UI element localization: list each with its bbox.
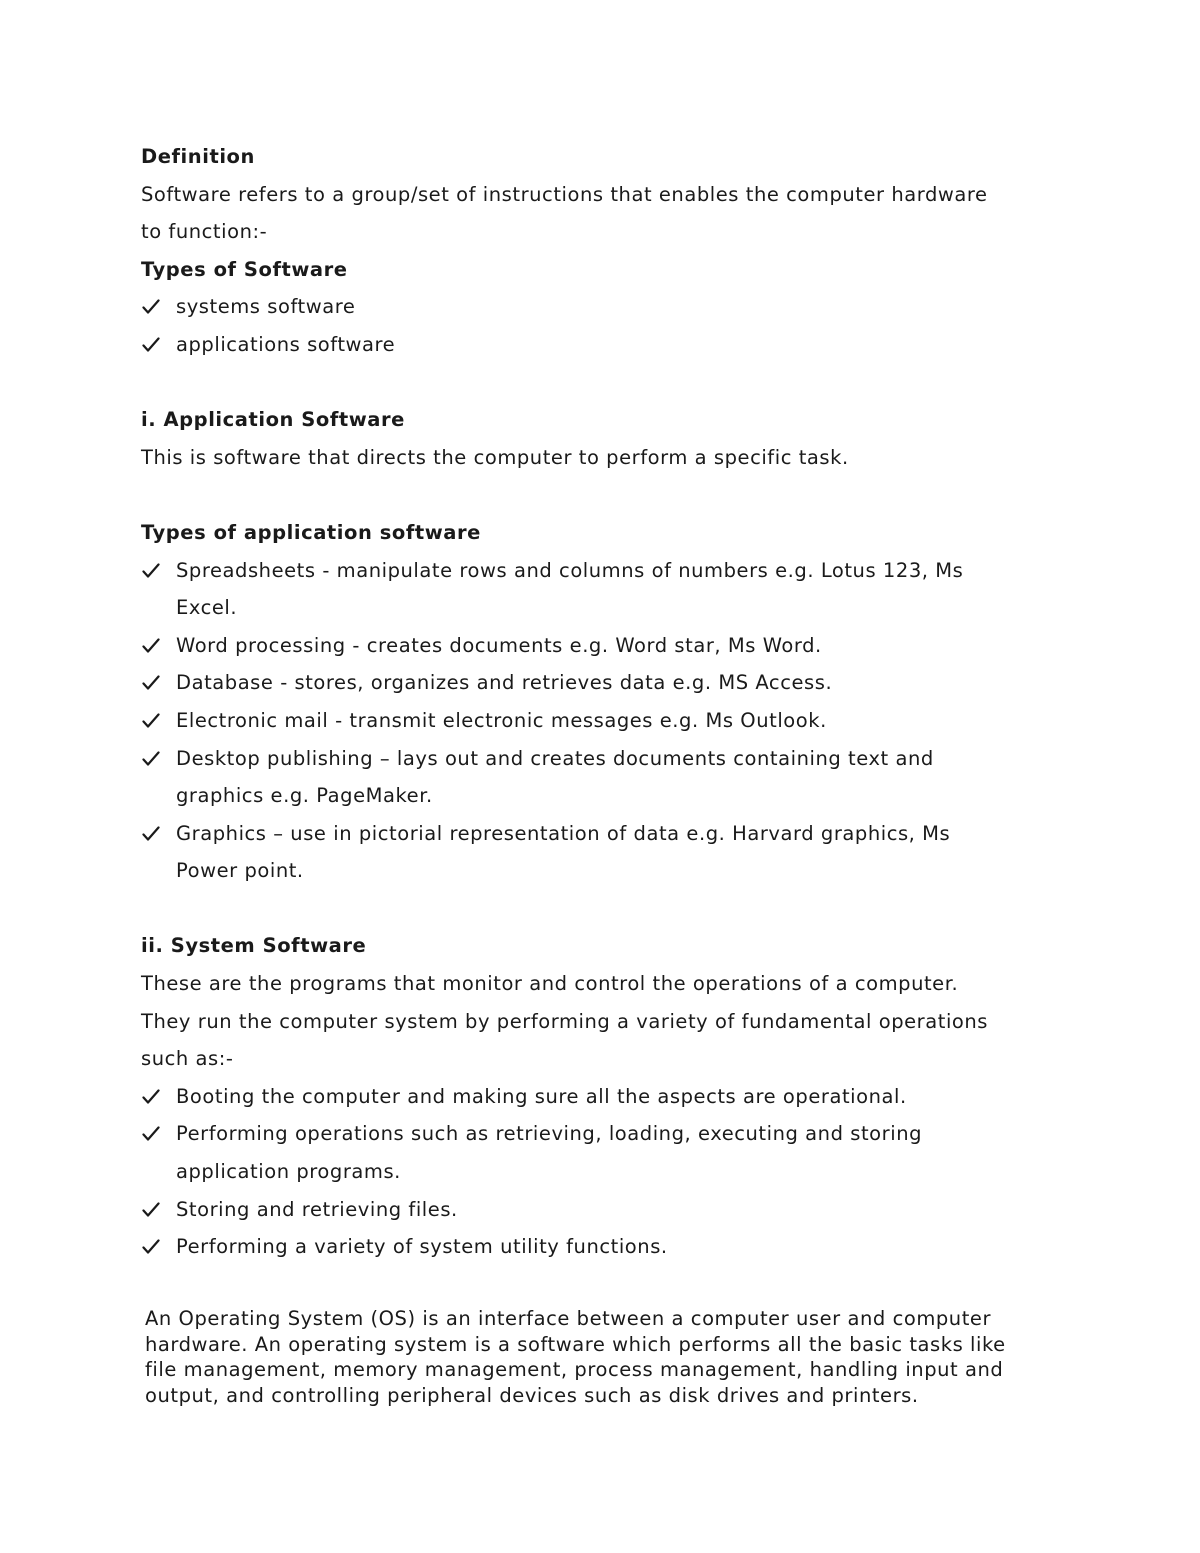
operating-system-line-4: output, and controlling peripheral devices such as disk drives and printers. <box>145 1383 919 1407</box>
check-icon <box>141 702 176 740</box>
list-item <box>141 702 1071 740</box>
check-icon <box>141 1078 176 1116</box>
operating-system-line-2: hardware. An operating system is a software which performs all the basic tasks like <box>145 1332 1006 1356</box>
check-icon <box>141 1228 176 1266</box>
list-item <box>141 1078 1071 1116</box>
list-item <box>141 627 1071 665</box>
spacer <box>141 476 1071 514</box>
definition-text-line-2: to function:- <box>141 220 268 244</box>
list-item <box>141 1191 1071 1229</box>
list-item <box>141 815 1071 890</box>
check-icon <box>141 288 176 326</box>
check-icon <box>141 1191 176 1229</box>
list-item <box>141 740 1071 815</box>
list-item-text: Performing operations such as retrieving, loading, executing and storing <box>176 1122 923 1146</box>
list-item-text-continued: application programs. <box>176 1160 401 1184</box>
operating-system-paragraph <box>145 1306 1075 1408</box>
check-icon <box>141 627 176 665</box>
list-item-text: Graphics – use in pictorial representation of data e.g. Harvard graphics, Ms <box>176 821 951 845</box>
application-software-text: This is software that directs the computer to perform a specific task. <box>141 445 849 469</box>
system-software-heading: ii. System Software <box>141 934 367 958</box>
list-item-text: Database - stores, organizes and retrieves data e.g. MS Access. <box>176 671 833 695</box>
operating-system-line-1: An Operating System (OS) is an interface between a computer user and computer <box>145 1307 992 1330</box>
list-item <box>141 288 1071 326</box>
check-icon <box>141 552 176 590</box>
list-item-text: Word processing - creates documents e.g. Word star, Ms Word. <box>176 633 822 657</box>
check-icon <box>141 740 176 778</box>
list-item-text: systems software <box>176 295 356 319</box>
list-item <box>141 1115 1071 1190</box>
system-software-text-line-1: These are the programs that monitor and control the operations of a computer. <box>141 972 959 996</box>
check-icon <box>141 664 176 702</box>
document-body <box>141 138 1071 1266</box>
list-item-text: Storing and retrieving files. <box>176 1197 458 1221</box>
definition-heading: Definition <box>141 145 255 168</box>
list-item-text-continued: graphics e.g. PageMaker. <box>176 784 433 808</box>
list-item-text: Booting the computer and making sure all the aspects are operational. <box>176 1084 907 1108</box>
spacer <box>141 364 1071 402</box>
list-item-text: applications software <box>176 332 396 356</box>
application-software-heading: i. Application Software <box>141 408 405 432</box>
list-item <box>141 664 1071 702</box>
spacer <box>141 890 1071 928</box>
list-item-text: Spreadsheets - manipulate rows and columns of numbers e.g. Lotus 123, Ms <box>176 558 964 582</box>
list-item-text: Desktop publishing – lays out and creates documents containing text and <box>176 746 934 770</box>
check-icon <box>141 1115 176 1153</box>
list-item <box>141 552 1071 627</box>
check-icon <box>141 326 176 364</box>
list-item <box>141 326 1071 364</box>
types-of-software-heading: Types of Software <box>141 257 348 281</box>
check-icon <box>141 815 176 853</box>
system-software-text-line-3: such as:- <box>141 1047 234 1071</box>
list-item-text: Performing a variety of system utility functions. <box>176 1235 668 1259</box>
list-item-text: Electronic mail - transmit electronic messages e.g. Ms Outlook. <box>176 708 827 732</box>
types-of-application-software-heading: Types of application software <box>141 520 481 544</box>
list-item-text-continued: Power point. <box>176 859 304 883</box>
system-software-text-line-2: They run the computer system by performing a variety of fundamental operations <box>141 1009 989 1033</box>
list-item-text-continued: Excel. <box>176 596 238 620</box>
definition-text-line-1: Software refers to a group/set of instructions that enables the computer hardware <box>141 182 988 206</box>
operating-system-line-3: file management, memory management, process management, handling input and <box>145 1358 1004 1381</box>
list-item <box>141 1228 1071 1266</box>
